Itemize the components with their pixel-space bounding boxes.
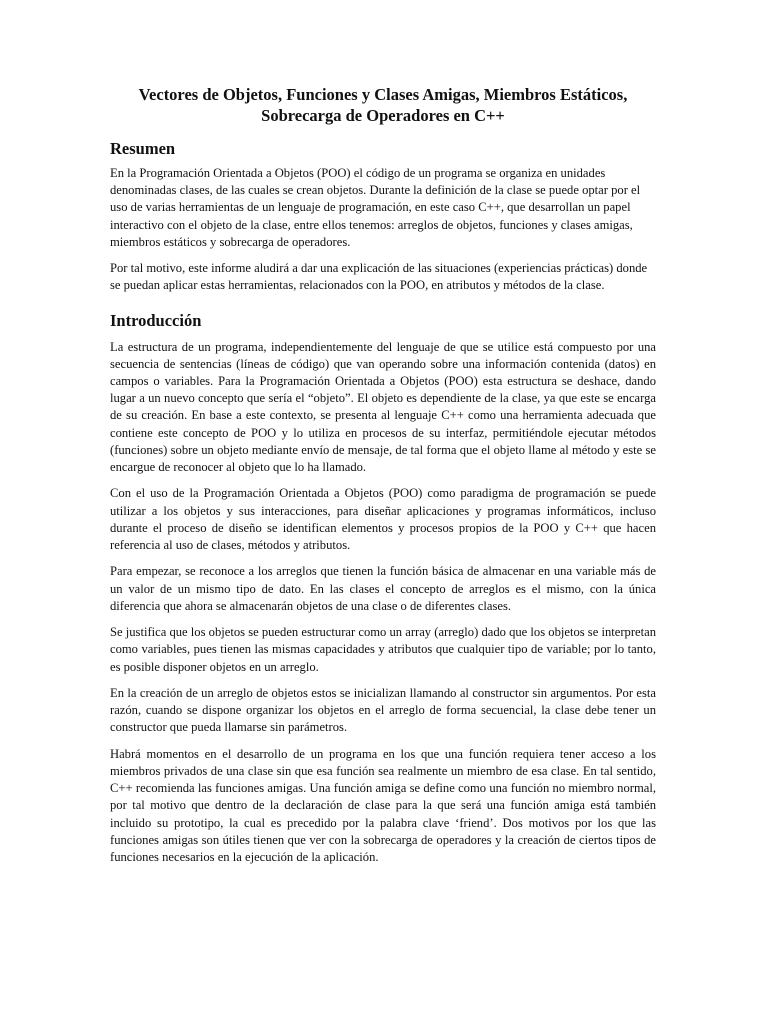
section-heading-resumen: Resumen xyxy=(110,139,176,158)
document-title xyxy=(110,84,656,126)
resumen-paragraph-1: En la Programación Orientada a Objetos (POO) el código de un programa se organiza en unidades denominadas clases, de las cuales se crean objetos. Durante la definición de la clase se puede optar por el uso de varias herramientas de un lenguaje de programación, en este caso C++, que desarrollan un papel interactivo con el objeto de la clase, entre ellos tenemos: arreglos de objetos, funciones y clases amigas, miembros estáticos y sobrecarga de operadores. xyxy=(110,166,641,249)
section-heading-introduccion: Introducción xyxy=(110,310,202,330)
introduccion-paragraph-1: La estructura de un programa, independientemente del lenguaje de que se utilice está compuesto por una secuencia de sentencias (líneas de código) que van operando sobre una información contenida (datos) en campos o variables. Para la Programación Orientada a Objetos (POO) esta estructura se deshace, dando lugar a un nuevo concepto que sería el “objeto”. El objeto es dependiente de la clase, ya que este se encarga de su creación. En base a este contexto, se presenta al lenguaje C++ como una herramienta adecuada que contiene este concepto de POO y lo utiliza en procesos de su interfaz, permitiéndole ejecutar métodos (funciones) sobre un objeto mediante envío de mensaje, de tal forma que el objeto llame al método y este se encargue de reconocer al objeto que lo ha llamado. xyxy=(110,339,656,475)
resumen-paragraph-2: Por tal motivo, este informe aludirá a dar una explicación de las situaciones (experiencias prácticas) donde se puedan aplicar estas herramientas, relacionados con la POO, en atributos y métodos de la clase. xyxy=(110,261,648,293)
document-page xyxy=(110,84,656,875)
introduccion-paragraph-6: Habrá momentos en el desarrollo de un programa en los que una función requiera tener acceso a los miembros privados de una clase sin que esa función sea realmente un miembro de esa clase. En tal sentido, C++ recomienda las funciones amigas. Una función amiga se define como una función no miembro normal, por tal motivo que dentro de la declaración de clase para la que será una función amiga está también incluido su prototipo, la cual es precedido por la palabra clave ‘friend’. Dos motivos por los que las funciones amigas son útiles tienen que ver con la sobrecarga de operadores y la creación de ciertos tipos de funciones necesarios en la ejecución de la aplicación. xyxy=(110,746,656,865)
introduccion-paragraph-3: Para empezar, se reconoce a los arreglos que tienen la función básica de almacenar en una variable más de un valor de un mismo tipo de dato. En las clases el concepto de arreglos es el mismo, con la única diferencia que ahora se almacenarán objetos de una clase o de diferentes clases. xyxy=(110,564,656,613)
document-title-line-2: Sobrecarga de Operadores en C++ xyxy=(261,106,505,125)
introduccion-paragraph-5: En la creación de un arreglo de objetos estos se inicializan llamando al constructor sin argumentos. Por esta razón, cuando se dispone organizar los objetos en el arreglo de forma secuencial, la clase debe tener un constructor que pueda llamarse sin parámetros. xyxy=(110,686,656,735)
introduccion-paragraph-2: Con el uso de la Programación Orientada a Objetos (POO) como paradigma de programación se puede utilizar a los objetos y sus interacciones, para diseñar aplicaciones y programas informáticos, incluso durante el proceso de diseño se identifican elementos y procesos propios de la POO y C++ que hacen referencia al uso de clases, métodos y atributos. xyxy=(110,486,656,553)
introduccion-paragraph-4: Se justifica que los objetos se pueden estructurar como un array (arreglo) dado que los objetos se interpretan como variables, pues tienen las mismas capacidades y atributos que cualquier tipo de variable; por lo tanto, es posible disponer objetos en un arreglo. xyxy=(110,625,656,674)
document-title-line-1: Vectores de Objetos, Funciones y Clases Amigas, Miembros Estáticos, xyxy=(138,85,628,104)
